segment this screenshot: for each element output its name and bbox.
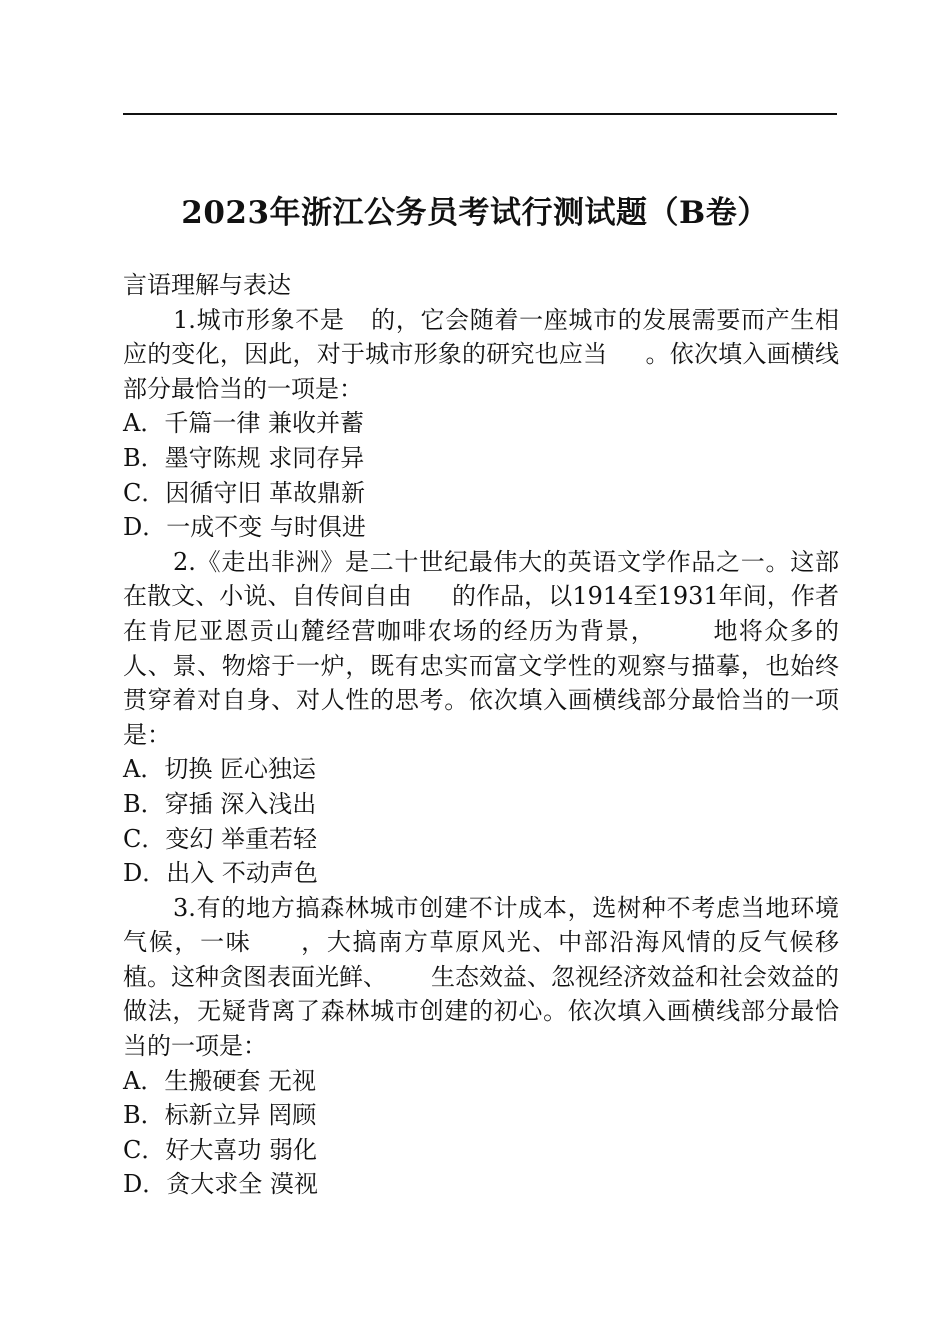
question-text: 《走出非洲》是二十世纪最伟大的英语文学作品之一。这部在散文、小说、自传间自由 — [123, 547, 839, 611]
option-letter: C． — [123, 824, 166, 853]
question-text: 有的地方搞森林城市创建不计成本，选树种不考虑当地环境气候，一味 — [123, 893, 839, 957]
option-text: 生搬硬套 无视 — [164, 1066, 316, 1095]
option-letter: B． — [123, 789, 165, 818]
question-text: 的作品，以1914至1931年间，作者在肯尼亚恩贡山麓经营咖啡农场的经历为背景， — [123, 582, 840, 645]
option-letter: D． — [123, 1170, 167, 1199]
question-3-option-b — [123, 1098, 839, 1133]
option-text: 穿插 深入浅出 — [164, 789, 317, 818]
question-text: 城市形象不是 — [195, 305, 345, 334]
option-text: 切换 匠心独运 — [164, 755, 316, 784]
question-1-option-d — [123, 510, 839, 545]
option-text: 贪大求全 漠视 — [166, 1170, 318, 1199]
question-1-option-a — [123, 406, 839, 441]
option-text: 出入 不动声色 — [166, 859, 318, 888]
option-text: 墨守陈规 求同存异 — [164, 443, 365, 472]
option-text: 一成不变 与时俱进 — [166, 513, 366, 542]
document-body — [123, 268, 839, 1202]
question-1-stem — [123, 303, 839, 407]
question-text: 地将众多的人、景、物熔于一炉，既有忠实而富文学性的观察与描摹，也始终贯穿着对自身、对人性的思考。依次填入画横线部分最恰当的一项是： — [123, 616, 840, 749]
question-2-stem — [123, 545, 839, 753]
option-letter: A． — [123, 1066, 165, 1095]
option-letter: C． — [123, 1135, 166, 1164]
option-letter: A． — [123, 755, 165, 784]
option-text: 因循守旧 革故鼎新 — [165, 478, 366, 507]
question-number: 3. — [173, 893, 196, 922]
question-text: 的，它会随着一座城市的发展需要而产生相应的变化，因此，对于城市形象的研究也应当 — [123, 305, 840, 369]
question-text: 。依次填入画横线部分最恰当的一项是： — [123, 340, 840, 403]
option-text: 标新立异 罔顾 — [164, 1101, 317, 1130]
question-1-option-c — [123, 476, 839, 511]
option-letter: B． — [123, 1101, 165, 1130]
question-number: 2. — [173, 547, 196, 576]
question-3-option-d — [123, 1167, 839, 1202]
question-2-option-a — [123, 752, 839, 787]
question-number: 1. — [173, 305, 196, 334]
question-3-stem — [123, 891, 839, 1064]
option-letter: D． — [123, 859, 167, 888]
option-letter: D． — [123, 513, 167, 542]
option-text: 好大喜功 弱化 — [165, 1135, 318, 1164]
question-text: ，大搞南方草原风光、中部沿海风情的反气候移植。这种贪图表面光鲜、 — [123, 928, 840, 991]
header-rule — [123, 113, 837, 115]
section-heading: 言语理解与表达 — [123, 271, 291, 299]
question-3-option-c — [123, 1133, 839, 1168]
question-3-option-a — [123, 1064, 839, 1099]
question-1-option-b — [123, 441, 839, 476]
document-title: 2023年浙江公务员考试行测试题（B卷） — [181, 194, 769, 231]
option-letter: A． — [123, 409, 165, 438]
question-2-option-b — [123, 787, 839, 822]
option-text: 千篇一律 兼收并蓄 — [164, 409, 364, 438]
option-text: 变幻 举重若轻 — [165, 824, 318, 853]
question-2-option-c — [123, 822, 839, 857]
option-letter: B． — [123, 443, 165, 472]
question-text: 生态效益、忽视经济效益和社会效益的做法，无疑背离了森林城市创建的初心。依次填入画横线部分最恰当的一项是： — [123, 962, 839, 1061]
question-2-option-d — [123, 856, 839, 891]
option-letter: C． — [123, 478, 166, 507]
